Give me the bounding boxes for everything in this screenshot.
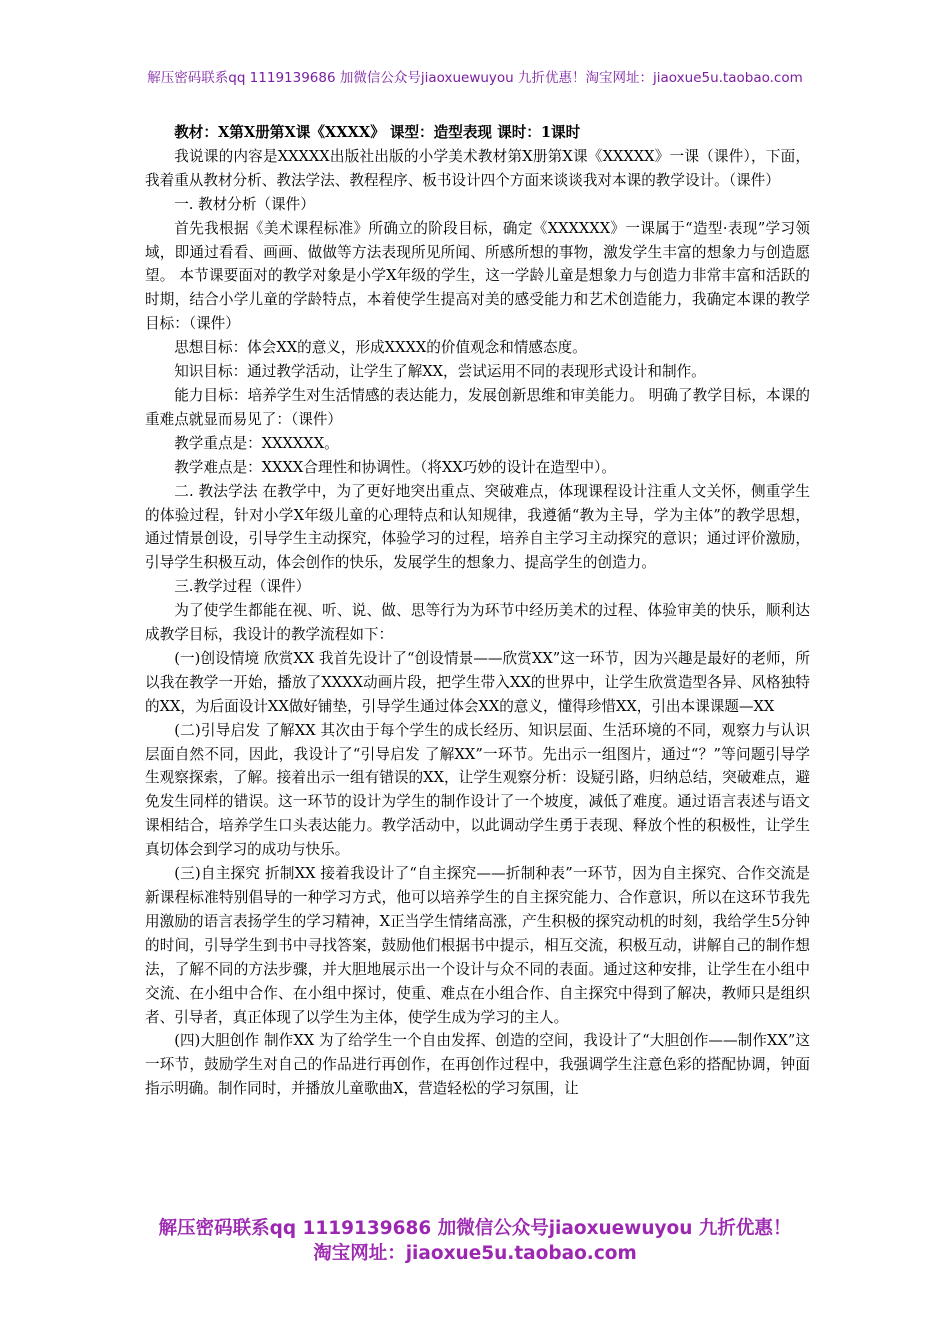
footer-line-1: 解压密码联系qq 1119139686 加微信公众号jiaoxuewuyou 九折优惠！ (158, 1218, 792, 1239)
paragraph: 我说课的内容是XXXXX出版社出版的小学美术教材第X册第X课《XXXXX》一课（课件），下面，我着重从教材分析、教法学法、教程程序、板书设计四个方面来谈谈我对本课的教学设计。（课件） (145, 147, 810, 189)
footer-line-2: 淘宝网址：jiaoxue5u.taobao.com (313, 1243, 637, 1264)
section-heading: 一. 教材分析（课件） (174, 195, 315, 213)
document-title: 教材：X第X册第X课《XXXX》 课型：造型表现 课时：1课时 (174, 124, 581, 141)
paragraph: 教学重点是：XXXXXX。 (174, 434, 339, 452)
paragraph: 为了使学生都能在视、听、说、做、思等行为为环节中经历美术的过程、体验审美的快乐，顺利达成教学目标，我设计的教学流程如下： (145, 602, 810, 644)
section-heading: 三.教学过程（课件） (174, 578, 311, 596)
paragraph: (三)自主探究 折制XX 接着我设计了“自主探究——折制种表”一环节，因为自主探究、合作交流是新课程标准特别倡导的一种学习方式，他可以培养学生的自主探究能力、合作意识，所以在这环节我先用激励的语言表扬学生的学习精神，X正当学生情绪高涨，产生积极的探究动机的时刻，我给学生5分钟的时间，引导学生到书中寻找答案，鼓励他们根据书中提示，相互交流，积极互动，讲解自己的制作想法，了解不同的方法步骤，并大胆地展示出一个设计与众不同的表面。通过这种安排，让学生在小组中交流、在小组中合作、在小组中探讨，使重、难点在小组合作、自主探究中得到了解决，教师只是组织者、引导者，真正体现了以学生为主体，使学生成为学习的主人。 (145, 865, 810, 1026)
paragraph: (一)创设情境 欣赏XX 我首先设计了“创设情景——欣赏XX”这一环节，因为兴趣是最好的老师，所以我在教学一开始，播放了XXXX动画片段，把学生带入XX的世界中，让学生欣赏造型各异、风格独特的XX，为后面设计XX做好铺垫，引导学生通过体会XX的意义，懂得珍惜XX，引出本课课题—XX (145, 649, 810, 715)
paragraph: 思想目标：体会XX的意义，形成XXXX的价值观念和情感态度。 (174, 339, 587, 357)
footer-banner (0, 1216, 950, 1266)
paragraph: 能力目标：培养学生对生活情感的表达能力，发展创新思维和审美能力。 明确了教学目标，本课的重难点就显而易见了：（课件） (145, 386, 810, 428)
paragraph: 二. 教法学法 在教学中，为了更好地突出重点、突破难点，体现课程设计注重人文关怀，侧重学生的体验过程，针对小学X年级儿童的心理特点和认知规律，我遵循“教为主导，学为主体”的教学思想，通过情景创设，引导学生主动探究，体验学习的过程，培养自主学习主动探究的意识；通过评价激励，引导学生积极互动，体会创作的快乐，发展学生的想象力、提高学生的创造力。 (145, 482, 810, 572)
paragraph: 首先我根据《美术课程标准》所确立的阶段目标，确定《XXXXXX》一课属于“造型·表现”学习领域，即通过看看、画画、做做等方法表现所见所闻、所感所想的事物，激发学生丰富的想象力与创造愿望。 本节课要面对的教学对象是小学X年级的学生，这一学龄儿童是想象力与创造力非常丰富和活跃的时期，结合小学儿童的学龄特点，本着使学生提高对美的感受能力和艺术创造能力，我确定本课的教学目标：（课件） (145, 219, 810, 333)
paragraph: 教学难点是：XXXX合理性和协调性。（将XX巧妙的设计在造型中）。 (174, 458, 616, 476)
document-body (145, 121, 810, 1101)
paragraph: (四)大胆创作 制作XX 为了给学生一个自由发挥、创造的空间，我设计了“大胆创作——制作XX”这一环节，鼓励学生对自己的作品进行再创作，在再创作过程中，我强调学生注意色彩的搭配协调，钟面指示明确。制作同时，并播放儿童歌曲X，营造轻松的学习氛围，让 (145, 1032, 810, 1098)
paragraph: 知识目标：通过教学活动，让学生了解XX，尝试运用不同的表现形式设计和制作。 (174, 363, 706, 381)
paragraph: (二)引导启发 了解XX 其次由于每个学生的成长经历、知识层面、生活环境的不同，观察力与认识层面自然不同，因此，我设计了“引导启发 了解XX”一环节。先出示一组图片，通过“？”等问题引导学生观察探索，了解。接着出示一组有错误的XX，让学生观察分析：设疑引路，归纳总结，突破难点，避免发生同样的错误。这一环节的设计为学生的制作设计了一个坡度，减低了难度。通过语言表述与语文课相结合，培养学生口头表达能力。教学活动中，以此调动学生勇于表现、释放个性的积极性，让学生真切体会到学习的成功与快乐。 (145, 721, 810, 859)
header-banner: 解压密码联系qq 1119139686 加微信公众号jiaoxuewuyou 九折优惠！淘宝网址：jiaoxue5u.taobao.com (147, 70, 803, 86)
